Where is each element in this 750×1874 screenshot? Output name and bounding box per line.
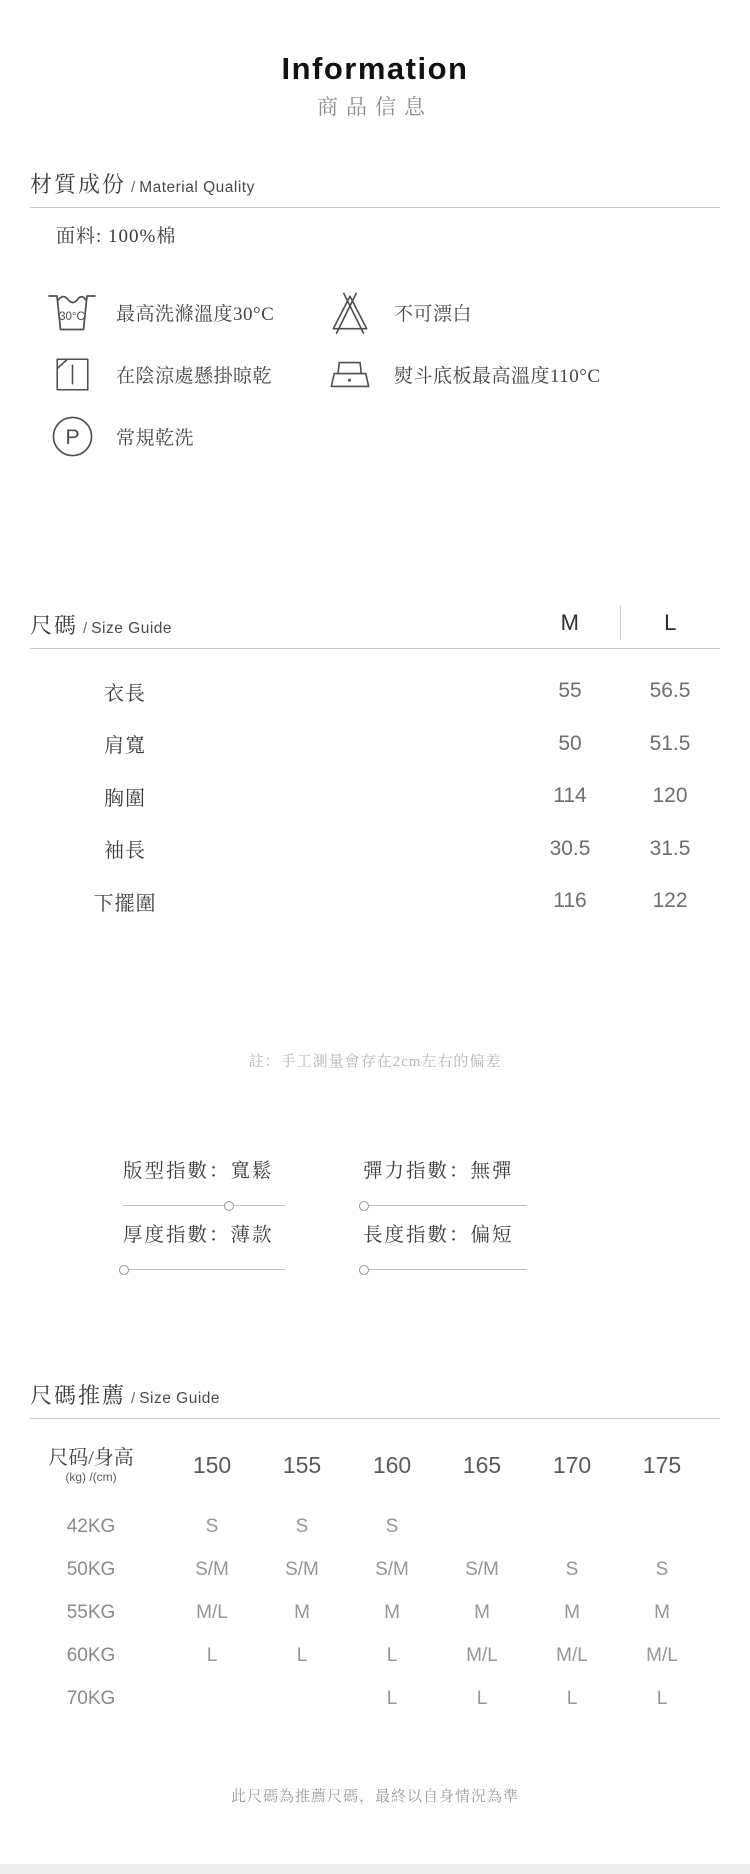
measurement-label: 衣長 xyxy=(104,682,146,705)
recommended-size-cell: M xyxy=(384,1601,400,1623)
height-column-header: 155 xyxy=(282,1451,322,1478)
height-column-header: 150 xyxy=(192,1451,232,1478)
size-table-row xyxy=(30,881,720,921)
index-slider xyxy=(123,1159,285,1211)
size-recommendation-heading xyxy=(30,1379,720,1410)
recommended-size-cell: L xyxy=(296,1644,308,1666)
fit-indices xyxy=(123,1159,750,1275)
heading-en: Size Guide xyxy=(139,1390,221,1407)
corner-title: 尺码/身高 xyxy=(48,1447,134,1469)
recommended-size-cell: S/M xyxy=(465,1558,499,1580)
recommended-size-cell: M/L xyxy=(646,1644,678,1666)
heading-divider: / xyxy=(131,1390,136,1407)
size-value-l: 120 xyxy=(652,784,688,807)
recommendation-row xyxy=(30,1677,720,1720)
size-value-m: 114 xyxy=(553,784,587,807)
page-title: Information xyxy=(281,51,469,86)
weight-label: 50KG xyxy=(66,1558,116,1580)
size-table-row xyxy=(30,671,720,711)
recommendation-row xyxy=(30,1591,720,1634)
care-instruction-label: 常規乾洗 xyxy=(116,427,195,449)
recommended-size-cell: S xyxy=(385,1515,399,1537)
heading-zh: 材質成份 xyxy=(30,172,127,197)
recommended-size-cell: M xyxy=(654,1601,670,1623)
size-table-row xyxy=(30,829,720,869)
recommended-size-cell: L xyxy=(206,1644,218,1666)
measurement-label: 下擺圍 xyxy=(93,892,157,915)
fabric-composition: 面料: 100%棉 xyxy=(56,226,177,247)
recommended-size-cell: L xyxy=(386,1644,398,1666)
dry-clean-icon xyxy=(44,412,100,460)
recommended-size-cell: L xyxy=(386,1687,398,1709)
index-label: 彈力指數：無彈 xyxy=(363,1161,514,1182)
slider-knob xyxy=(359,1265,369,1275)
weight-label: 70KG xyxy=(66,1687,116,1709)
recommended-size-cell: S/M xyxy=(195,1558,229,1580)
corner-unit: (kg) /(cm) xyxy=(65,1470,117,1484)
next-section-edge xyxy=(0,1864,750,1874)
size-table-body xyxy=(30,671,720,921)
weight-label: 60KG xyxy=(66,1644,116,1666)
care-instruction-item xyxy=(322,288,720,336)
size-value-m: 116 xyxy=(553,889,587,912)
divider-line xyxy=(30,207,720,208)
material-section xyxy=(0,168,750,460)
care-instruction-label: 在陰涼處懸掛晾乾 xyxy=(116,365,273,387)
weight-label: 42KG xyxy=(66,1515,116,1537)
slider-knob xyxy=(224,1201,234,1211)
height-column-header: 165 xyxy=(462,1451,502,1478)
recommendation-header-row xyxy=(30,1433,720,1497)
svg-text:P: P xyxy=(64,424,80,449)
care-instruction-item xyxy=(322,350,720,398)
recommended-size-cell: L xyxy=(476,1687,488,1709)
care-instruction-item xyxy=(44,350,322,398)
recommended-size-cell: L xyxy=(566,1687,578,1709)
size-table-row xyxy=(30,724,720,764)
height-column-header: 170 xyxy=(552,1451,592,1478)
divider-line xyxy=(30,1418,720,1419)
svg-text:30°C: 30°C xyxy=(59,311,85,323)
slider-knob xyxy=(119,1265,129,1275)
heading-en: Size Guide xyxy=(91,620,173,637)
recommended-size-cell: S xyxy=(565,1558,579,1580)
height-column-header: 175 xyxy=(642,1451,682,1478)
weight-label: 55KG xyxy=(66,1601,116,1623)
recommended-size-cell: M xyxy=(474,1601,490,1623)
index-label: 長度指數：偏短 xyxy=(363,1225,514,1246)
heading-divider: / xyxy=(83,620,88,637)
recommended-size-cell: L xyxy=(656,1687,668,1709)
slider-track xyxy=(123,1201,285,1211)
slider-track xyxy=(363,1201,527,1211)
size-column-headers xyxy=(520,606,720,640)
height-column-header: 160 xyxy=(372,1451,412,1478)
column-header-m: M xyxy=(560,610,579,635)
recommendation-table-body xyxy=(30,1505,720,1720)
recommended-size-cell: S xyxy=(655,1558,669,1580)
slider-track xyxy=(363,1265,527,1275)
measurement-note: 註：手工測量會存在2cm左右的偏差 xyxy=(248,1054,502,1070)
size-value-m: 55 xyxy=(558,679,582,702)
divider-line xyxy=(30,648,720,649)
size-recommendation-section xyxy=(0,1379,750,1808)
size-value-l: 51.5 xyxy=(649,731,691,755)
wash-temp-30-icon xyxy=(44,288,100,336)
slider-knob xyxy=(359,1201,369,1211)
index-slider xyxy=(123,1223,285,1275)
recommended-size-cell: S xyxy=(295,1515,309,1537)
material-section-heading xyxy=(30,168,720,199)
index-slider xyxy=(363,1223,527,1275)
size-guide-heading xyxy=(30,609,172,640)
recommended-size-cell: M xyxy=(294,1601,310,1623)
size-value-l: 122 xyxy=(652,889,688,912)
shade-line-dry-icon xyxy=(44,350,100,398)
size-guide-section xyxy=(0,606,750,1073)
heading-divider: / xyxy=(131,179,136,196)
recommended-size-cell: M/L xyxy=(196,1601,228,1623)
care-instruction-item xyxy=(44,412,322,460)
size-value-l: 56.5 xyxy=(649,679,691,702)
heading-zh: 尺碼推薦 xyxy=(30,1383,127,1408)
size-value-l: 31.5 xyxy=(649,836,691,860)
recommendation-row xyxy=(30,1548,720,1591)
measurement-label: 胸圍 xyxy=(104,787,146,810)
recommended-size-cell: M xyxy=(564,1601,580,1623)
recommendation-row xyxy=(30,1634,720,1677)
size-value-m: 30.5 xyxy=(549,836,591,860)
slider-track xyxy=(123,1265,285,1275)
size-value-m: 50 xyxy=(558,731,582,755)
recommended-size-cell: M/L xyxy=(556,1644,588,1666)
heading-en: Material Quality xyxy=(139,179,255,196)
recommended-size-cell: S/M xyxy=(375,1558,409,1580)
recommended-size-cell: S xyxy=(205,1515,219,1537)
measurement-label: 肩寬 xyxy=(104,735,146,757)
care-instruction-label: 熨斗底板最高溫度110°C xyxy=(394,365,601,387)
recommended-size-cell: S/M xyxy=(285,1558,319,1580)
care-instruction-label: 不可漂白 xyxy=(394,303,473,325)
product-information-page xyxy=(0,50,750,1808)
care-instructions-grid xyxy=(44,288,720,460)
heading-zh: 尺碼 xyxy=(30,613,79,638)
size-guide-header-row xyxy=(30,606,720,640)
no-bleach-icon xyxy=(322,288,378,336)
size-table-row xyxy=(30,776,720,816)
care-instruction-label: 最高洗滌溫度30°C xyxy=(116,303,275,325)
recommendation-footnote: 此尺碼為推薦尺碼，最終以自身情況為準 xyxy=(230,1789,519,1805)
index-label: 版型指數：寬鬆 xyxy=(123,1161,274,1182)
index-label: 厚度指數：薄款 xyxy=(123,1225,274,1246)
column-header-l: L xyxy=(620,606,721,640)
recommended-size-cell: M/L xyxy=(466,1644,498,1666)
recommendation-row xyxy=(30,1505,720,1548)
measurement-label: 袖長 xyxy=(104,840,146,862)
care-instruction-item xyxy=(44,288,322,336)
index-slider xyxy=(363,1159,527,1211)
recommendation-corner-cell xyxy=(30,1446,167,1484)
iron-low-temp-icon xyxy=(322,350,378,398)
page-subtitle: 商品信息 xyxy=(317,95,433,119)
